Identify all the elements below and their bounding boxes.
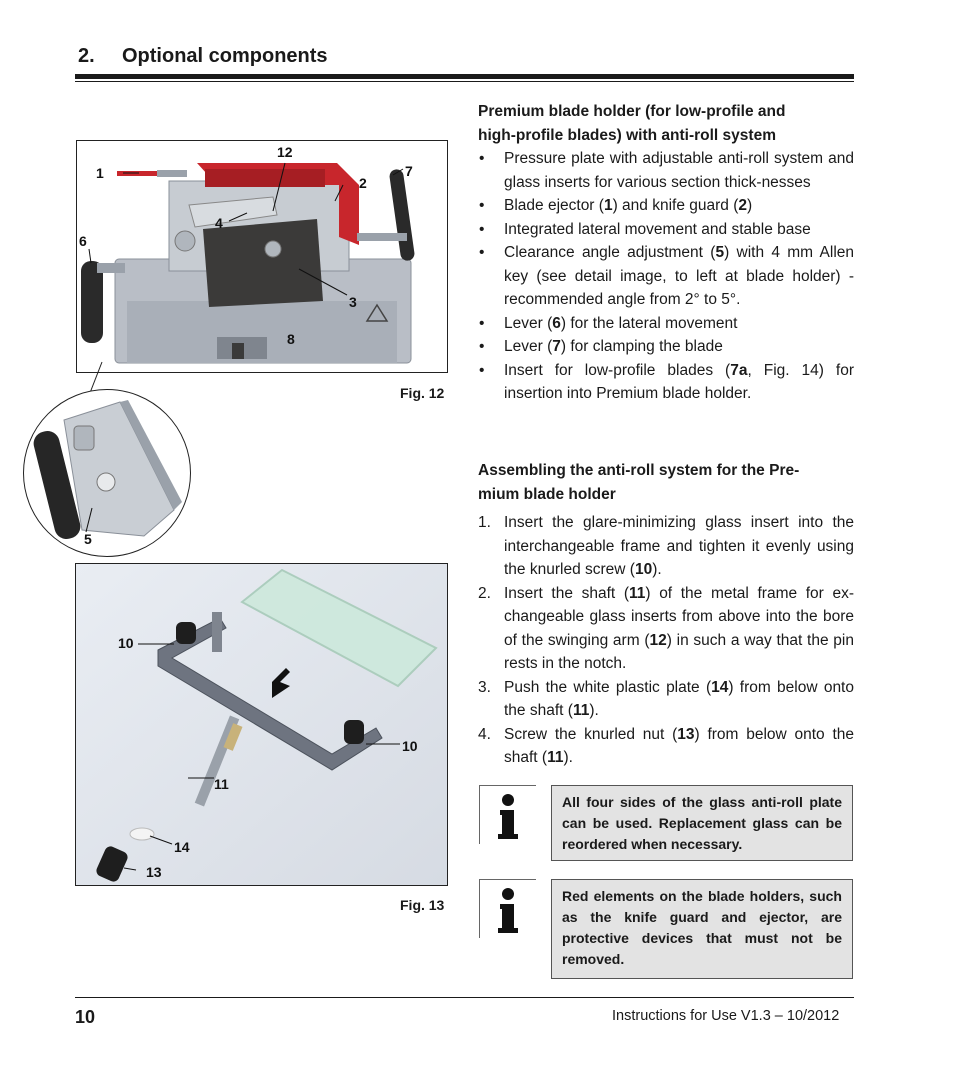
callout-11: 11	[214, 776, 229, 792]
callout-14: 14	[174, 839, 190, 855]
callout-2: 2	[359, 175, 367, 191]
callout-13: 13	[146, 864, 162, 880]
list-item: • Lever (6) for the lateral movement	[478, 312, 854, 336]
section-title: Optional components	[122, 45, 328, 67]
note-glass-plate: All four sides of the glass anti-roll plate can be used. Replacement glass can be reordered when necessary.	[551, 785, 853, 861]
figure-13-photo	[75, 563, 448, 886]
premium-holder-heading: Premium blade holder (for low-profile and high-profile blades) with anti-roll system	[478, 103, 786, 144]
clearance-angle-detail	[24, 390, 190, 556]
figure-12-photo	[76, 140, 448, 373]
assembly-heading: Assembling the anti-roll system for the Pre- mium blade holder	[478, 462, 800, 503]
figure-13-caption: Fig. 13	[400, 897, 445, 913]
feature-list	[478, 147, 854, 406]
header-rule-thin	[75, 81, 854, 82]
description-column	[478, 100, 854, 406]
list-item: • Lever (7) for clamping the blade	[478, 335, 854, 359]
note-red-elements: Red elements on the blade holders, such as the knife guard and ejector, are protective devices that must not be removed.	[551, 879, 853, 979]
anti-roll-parts-illustration	[76, 564, 447, 885]
info-icon	[479, 879, 536, 938]
list-item: • Integrated lateral movement and stable base	[478, 218, 854, 242]
list-item: 3. Push the white plastic plate (14) from below onto the shaft (11).	[478, 678, 854, 719]
document-version: Instructions for Use V1.3 – 10/2012	[612, 1008, 840, 1024]
header-rule	[75, 74, 854, 79]
callout-8: 8	[287, 331, 295, 347]
callout-3: 3	[349, 294, 357, 310]
info-icon	[479, 785, 536, 844]
page-number: 10	[75, 1007, 96, 1027]
assembly-column	[478, 459, 854, 770]
list-item: 2. Insert the shaft (11) of the metal frame for ex-changeable glass inserts from above into the bore of the swinging arm (12) in such a way that the pin rests in the notch.	[478, 584, 854, 672]
callout-7: 7	[405, 163, 413, 179]
section-number: 2.	[78, 45, 95, 67]
callout-12: 12	[277, 144, 293, 160]
list-item: • Clearance angle adjustment (5) with 4 mm Allen key (see detail image, to left at blade holder) - recommended angle from 2° to 5°.	[478, 241, 854, 312]
list-item: • Pressure plate with adjustable anti-roll system and glass inserts for various section thick-nesses	[478, 147, 854, 194]
callout-5: 5	[84, 531, 92, 547]
blade-holder-illustration	[77, 141, 447, 372]
detail-lens	[23, 389, 191, 557]
list-item: 4. Screw the knurled nut (13) from below onto the shaft (11).	[478, 725, 854, 766]
callout-10-bottom: 10	[402, 738, 418, 754]
figure-12-caption: Fig. 12	[400, 385, 445, 401]
list-item: • Insert for low-profile blades (7a, Fig. 14) for insertion into Premium blade holder.	[478, 359, 854, 406]
list-item: 1. Insert the glare-minimizing glass insert into the interchangeable frame and tighten it evenly using the knurled screw (10).	[478, 514, 854, 578]
list-item: • Blade ejector (1) and knife guard (2)	[478, 194, 854, 218]
callout-1: 1	[96, 165, 104, 181]
callout-6: 6	[79, 233, 87, 249]
callout-10-top: 10	[118, 635, 134, 651]
footer-rule	[75, 997, 854, 998]
assembly-steps	[478, 511, 854, 770]
callout-4: 4	[215, 215, 223, 231]
